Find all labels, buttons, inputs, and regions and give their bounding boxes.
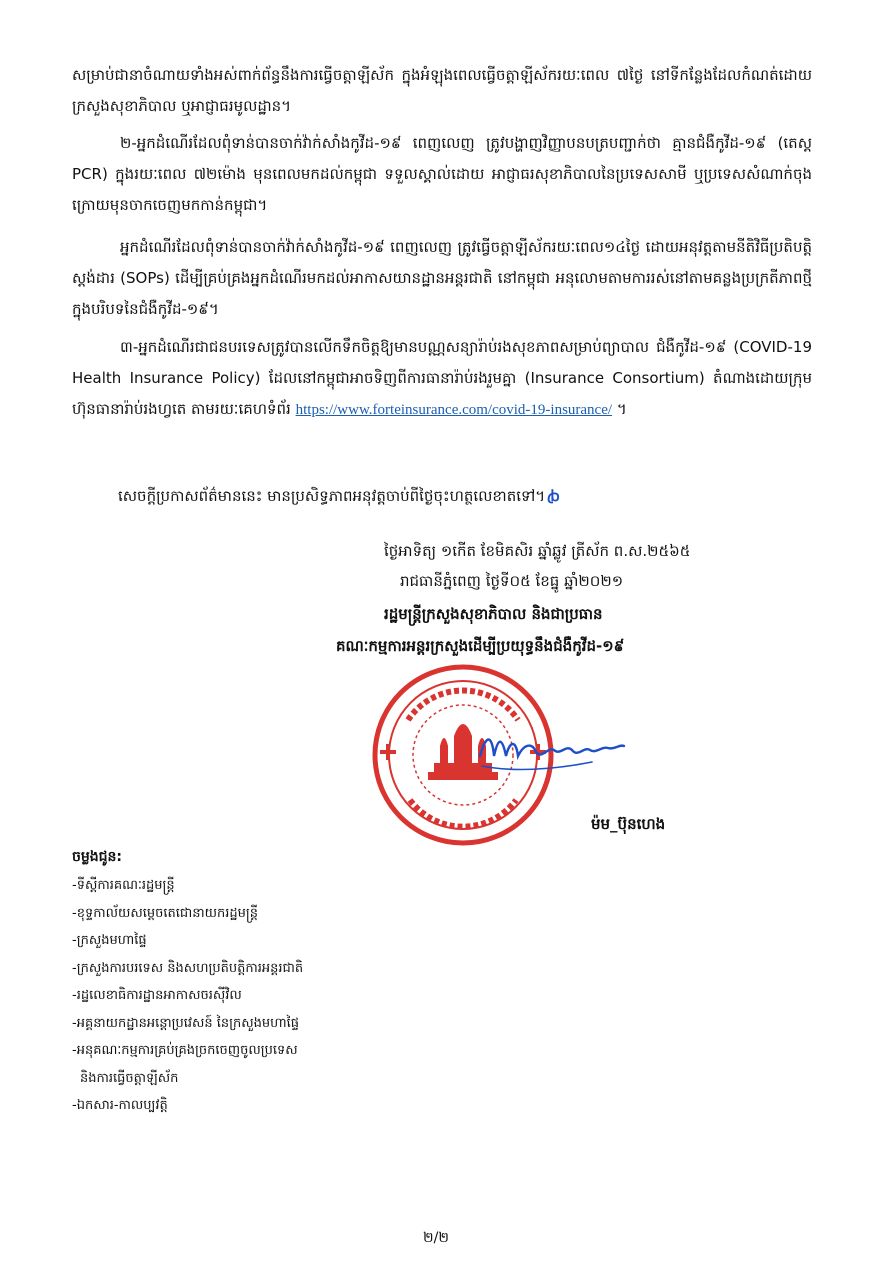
cc-item: -ទីស្ដីការគណៈរដ្ឋមន្ត្រី bbox=[72, 878, 175, 893]
cc-item: -អនុគណៈកម្មការគ្រប់គ្រងច្រកចេញចូលប្រទេស bbox=[72, 1043, 298, 1058]
page-number: ២/២ bbox=[423, 1230, 449, 1246]
signer-title-line2: គណៈកម្មការអន្តរក្រសួងដើម្បីប្រយុទ្ធនឹងជំងឺកូវីដ-១៩ bbox=[336, 637, 625, 655]
insurance-text-end: ។ bbox=[612, 400, 627, 418]
insurance-link[interactable]: https://www.forteinsurance.com/covid-19-insurance/ bbox=[295, 402, 613, 418]
effective-text: សេចក្ដីប្រកាសព័ត៌មាននេះ មានប្រសិទ្ធភាពអនុវត្តចាប់ពីថ្ងៃចុះហត្ថលេខាតទៅ។ bbox=[118, 487, 546, 505]
signer-name: ម៉ម_ប៊ុនហេង bbox=[591, 815, 666, 833]
lunar-date: ថ្ងៃអាទិត្យ ១កើត ខែមិគសិរ ឆ្នាំឆ្លូវ ត្រីស័ក ព.ស.២៥៦៥ bbox=[384, 542, 691, 560]
cc-item: -ខុទ្ទកាល័យសម្ដេចតេជោនាយករដ្ឋមន្ត្រី bbox=[72, 905, 258, 921]
cc-item-continuation: និងការធ្វើចត្តាឡីស័ក bbox=[80, 1070, 179, 1086]
cc-item: -រដ្ឋលេខាធិការដ្ឋានអាកាសចរស៊ីវិល bbox=[72, 988, 242, 1003]
cc-item: -ឯកសារ-កាលប្បវត្តិ bbox=[72, 1098, 168, 1113]
signature-icon bbox=[472, 716, 632, 786]
solar-date: រាជធានីភ្នំពេញ ថ្ងៃទី០៥ ខែធ្នូ ឆ្នាំ២០២១ bbox=[400, 572, 624, 590]
initial-mark: ꞗ bbox=[547, 487, 560, 505]
cc-heading: ចម្លងជូន: bbox=[72, 849, 123, 865]
paragraph-insurance bbox=[72, 332, 812, 426]
signer-title-line1: រដ្ឋមន្ត្រីក្រសួងសុខាភិបាល និងជាប្រធាន bbox=[384, 605, 603, 623]
insurance-text: ៣-អ្នកដំណើរជាជនបរទេសត្រូវបានលើកទឹកចិត្តឱ្យមានបណ្ណសន្យារ៉ាប់រងសុខភាពសម្រាប់ព្យាបាល ជំងឺកូវីដ-១៩ (COVID-19 Health Insurance Policy) ដែលនៅកម្ពុជាអាចទិញពីការធានារ៉ាប់រងរួមគ្នា (Insurance Consortium) តំណាងដោយក្រុមហ៊ុនធានារ៉ាប់រងហ្វតេ តាមរយៈគេហទំព័រ bbox=[72, 338, 812, 418]
cc-item: -ក្រសួងការបរទេស និងសហប្រតិបត្តិការអន្តរជាតិ bbox=[72, 960, 304, 976]
cc-list bbox=[72, 872, 303, 1120]
paragraph-pcr-requirement: ២-អ្នកដំណើរដែលពុំទាន់បានចាក់វ៉ាក់សាំងកូវីដ-១៩ ពេញលេញ ត្រូវបង្ហាញវិញ្ញាបនបត្របញ្ជាក់ថា គ្មានជំងឺកូវីដ-១៩ (តេស្ត PCR) ក្នុងរយៈពេល ៧២ម៉ោង មុនពេលមកដល់កម្ពុជា ទទួលស្គាល់ដោយ អាជ្ញាធរសុខាភិបាលនៃប្រទេសសាមី ឬប្រទេសសំណាក់ចុងក្រោយមុនចាកចេញមកកាន់កម្ពុជា។ bbox=[72, 134, 812, 214]
cc-item: -អគ្គនាយកដ្ឋានអន្តោប្រវេសន៍ នៃក្រសួងមហាផ្ទៃ bbox=[72, 1015, 299, 1031]
effective-date-statement bbox=[118, 483, 560, 509]
paragraph-quarantine-cost: សម្រាប់ជានាចំណាយទាំងអស់ពាក់ព័ន្ធនឹងការធ្វើចត្តាឡីស័ក ក្នុងអំឡុងពេលធ្វើចត្តាឡីស័ករយៈពេល ៧ថ្ងៃ នៅទីកន្លែងដែលកំណត់ដោយក្រសួងសុខាភិបាល ឬអាជ្ញាធរមូលដ្ឋាន។ bbox=[72, 66, 812, 115]
paragraph-14-day-quarantine: អ្នកដំណើរដែលពុំទាន់បានចាក់វ៉ាក់សាំងកូវីដ-១៩ ពេញលេញ ត្រូវធ្វើចត្តាឡីស័ករយៈពេល១៤ថ្ងៃ ដោយអនុវត្តតាមនីតិវិធីប្រតិបត្តិស្តង់ដារ (SOPs) ដើម្បីគ្រប់គ្រងអ្នកដំណើរមកដល់អាកាសយានដ្ឋានអន្តរជាតិ នៅកម្ពុជា អនុលោមតាមការរស់នៅតាមគន្លងប្រក្រតីភាពថ្មីក្នុងបរិបទនៃជំងឺកូវីដ-១៩។ bbox=[72, 238, 812, 318]
cc-item: -ក្រសួងមហាផ្ទៃ bbox=[72, 933, 147, 948]
